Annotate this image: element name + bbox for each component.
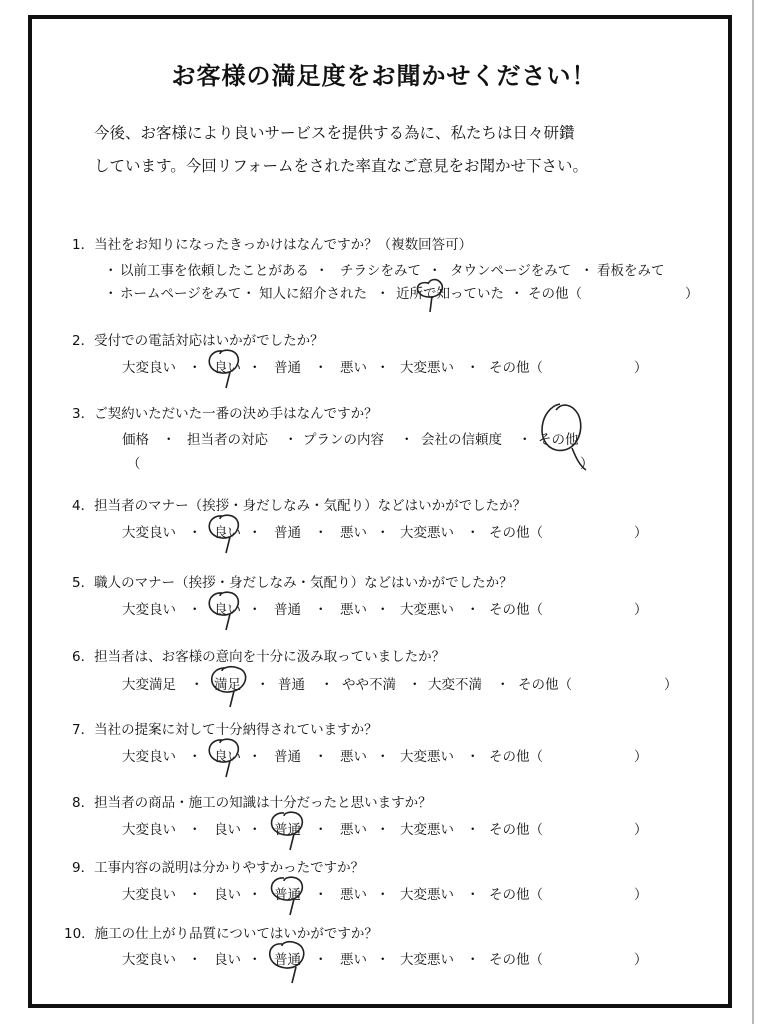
separator: ・ bbox=[248, 602, 262, 618]
separator: ・ bbox=[376, 525, 390, 541]
option-q2-very-bad[interactable]: 大変悪い bbox=[400, 360, 454, 376]
separator: ・ bbox=[376, 286, 390, 302]
option-q9-good[interactable]: 良い bbox=[214, 887, 241, 903]
separator: ・ bbox=[466, 952, 480, 968]
option-q5-average[interactable]: 普通 bbox=[274, 602, 301, 618]
option-q7-bad[interactable]: 悪い bbox=[340, 749, 367, 765]
close-paren: ） bbox=[634, 525, 648, 541]
question-9: 9．工事内容の説明は分かりやすかったですか？ bbox=[72, 860, 365, 876]
separator: ・ bbox=[188, 525, 202, 541]
question-3: 3．ご契約いただいた一番の決め手はなんですか？ bbox=[72, 406, 378, 422]
question-4: 4．担当者のマナー（挨拶・身だしなみ・気配り）などはいかがでしたか？ bbox=[72, 498, 527, 514]
separator: ・ bbox=[376, 602, 390, 618]
separator: ・ bbox=[162, 432, 176, 448]
option-q9-other[interactable]: その他（ bbox=[489, 887, 543, 903]
close-paren: ） bbox=[634, 749, 648, 765]
option-q10-average[interactable]: 普通 bbox=[274, 952, 301, 968]
separator: ・ bbox=[466, 525, 480, 541]
option-q9-average[interactable]: 普通 bbox=[274, 887, 301, 903]
option-q4-other[interactable]: その他（ bbox=[489, 525, 543, 541]
open-paren: （ bbox=[127, 456, 141, 472]
separator: ・ bbox=[314, 749, 328, 765]
scan-edge-line bbox=[752, 0, 754, 1024]
separator: ・ bbox=[518, 432, 532, 448]
option-q5-other[interactable]: その他（ bbox=[489, 602, 543, 618]
separator: ・ bbox=[376, 749, 390, 765]
close-paren: ） bbox=[664, 677, 678, 693]
option-q10-very-bad[interactable]: 大変悪い bbox=[400, 952, 454, 968]
option-q5-bad[interactable]: 悪い bbox=[340, 602, 367, 618]
option-q2-average[interactable]: 普通 bbox=[274, 360, 301, 376]
close-paren: ） bbox=[634, 887, 648, 903]
separator: ・ bbox=[284, 432, 298, 448]
option-q6-average[interactable]: 普通 bbox=[278, 677, 305, 693]
option-q7-other[interactable]: その他（ bbox=[489, 749, 543, 765]
option-q7-average[interactable]: 普通 bbox=[274, 749, 301, 765]
intro-line-2: しています。今回リフォームをされた率直なご意見をお聞かせ下さい。 bbox=[94, 157, 588, 175]
separator: ・ bbox=[248, 525, 262, 541]
option-q6-very-dissatisfied[interactable]: 大変不満 bbox=[428, 677, 482, 693]
separator: ・ bbox=[376, 822, 390, 838]
option-q2-bad[interactable]: 悪い bbox=[340, 360, 367, 376]
question-7: 7．当社の提案に対して十分納得されていますか？ bbox=[72, 722, 378, 738]
option-q8-very-good[interactable]: 大変良い bbox=[122, 822, 176, 838]
separator: ・ bbox=[400, 432, 414, 448]
separator: ・ bbox=[188, 360, 202, 376]
close-paren: ） bbox=[634, 360, 648, 376]
option-q3-company-trust[interactable]: 会社の信頼度 bbox=[421, 432, 502, 448]
question-10: 10．施工の仕上がり品質についてはいかがですか？ bbox=[64, 926, 378, 942]
option-q6-other[interactable]: その他（ bbox=[518, 677, 572, 693]
separator: ・ bbox=[466, 602, 480, 618]
separator: ・ bbox=[314, 952, 328, 968]
option-q8-very-bad[interactable]: 大変悪い bbox=[400, 822, 454, 838]
separator: ・ bbox=[314, 360, 328, 376]
separator: ・ bbox=[314, 822, 328, 838]
separator: ・ bbox=[190, 677, 204, 693]
option-q4-very-bad[interactable]: 大変悪い bbox=[400, 525, 454, 541]
option-q5-very-good[interactable]: 大変良い bbox=[122, 602, 176, 618]
option-q9-bad[interactable]: 悪い bbox=[340, 887, 367, 903]
option-q4-average[interactable]: 普通 bbox=[274, 525, 301, 541]
option-q1-referral[interactable]: 知人に紹介された bbox=[259, 286, 367, 302]
option-q4-bad[interactable]: 悪い bbox=[340, 525, 367, 541]
option-q4-very-good[interactable]: 大変良い bbox=[122, 525, 176, 541]
option-q7-good[interactable]: 良い bbox=[214, 749, 241, 765]
separator: ・ bbox=[408, 677, 422, 693]
option-q10-bad[interactable]: 悪い bbox=[340, 952, 367, 968]
separator: ・ bbox=[466, 822, 480, 838]
option-q3-staff-response[interactable]: 担当者の対応 bbox=[187, 432, 268, 448]
option-q1-homepage[interactable]: ホームページをみて bbox=[120, 286, 242, 302]
separator: ・ bbox=[466, 360, 480, 376]
separator: ・ bbox=[248, 887, 262, 903]
separator: ・ bbox=[428, 263, 442, 279]
separator: ・ bbox=[466, 887, 480, 903]
separator: ・ bbox=[188, 822, 202, 838]
option-q10-other[interactable]: その他（ bbox=[489, 952, 543, 968]
option-q8-other[interactable]: その他（ bbox=[489, 822, 543, 838]
separator: ・ bbox=[376, 360, 390, 376]
separator: ・ bbox=[248, 749, 262, 765]
close-paren: ） bbox=[580, 456, 594, 472]
option-q5-good[interactable]: 良い bbox=[214, 602, 241, 618]
option-q3-price[interactable]: 価格 bbox=[122, 432, 149, 448]
option-q7-very-good[interactable]: 大変良い bbox=[122, 749, 176, 765]
separator: ・ bbox=[104, 286, 118, 302]
separator: ・ bbox=[248, 360, 262, 376]
option-q6-satisfied[interactable]: 満足 bbox=[214, 677, 241, 693]
separator: ・ bbox=[188, 749, 202, 765]
close-paren: ） bbox=[634, 822, 648, 838]
separator: ・ bbox=[376, 952, 390, 968]
option-q9-very-good[interactable]: 大変良い bbox=[122, 887, 176, 903]
option-q1-signboard[interactable]: 看板をみて bbox=[597, 263, 665, 279]
option-q3-plan-content[interactable]: プランの内容 bbox=[303, 432, 384, 448]
separator: ・ bbox=[314, 602, 328, 618]
option-q10-very-good[interactable]: 大変良い bbox=[122, 952, 176, 968]
separator: ・ bbox=[314, 887, 328, 903]
option-q9-very-bad[interactable]: 大変悪い bbox=[400, 887, 454, 903]
option-q1-other[interactable]: その他（ bbox=[528, 286, 582, 302]
option-q8-good[interactable]: 良い bbox=[214, 822, 241, 838]
separator: ・ bbox=[242, 286, 256, 302]
separator: ・ bbox=[314, 525, 328, 541]
separator: ・ bbox=[188, 887, 202, 903]
option-q5-very-bad[interactable]: 大変悪い bbox=[400, 602, 454, 618]
question-8: 8．担当者の商品・施工の知識は十分だったと思いますか？ bbox=[72, 795, 432, 811]
intro-line-1: 今後、お客様により良いサービスを提供する為に、私たちは日々研鑽 bbox=[94, 124, 575, 142]
page-title: お客様の満足度をお聞かせください！ bbox=[171, 62, 597, 90]
separator: ・ bbox=[320, 677, 334, 693]
option-q8-average[interactable]: 普通 bbox=[274, 822, 301, 838]
option-q1-flyer[interactable]: チラシをみて bbox=[340, 263, 421, 279]
question-6: 6．担当者は、お客様の意向を十分に汲み取っていましたか？ bbox=[72, 649, 446, 665]
separator: ・ bbox=[188, 602, 202, 618]
option-q7-very-bad[interactable]: 大変悪い bbox=[400, 749, 454, 765]
question-2: 2．受付での電話対応はいかがでしたか？ bbox=[72, 333, 324, 349]
separator: ・ bbox=[510, 286, 524, 302]
separator: ・ bbox=[104, 263, 118, 279]
close-paren: ） bbox=[634, 602, 648, 618]
separator: ・ bbox=[248, 952, 262, 968]
option-q6-somewhat-dissatisfied[interactable]: やや不満 bbox=[342, 677, 396, 693]
option-q1-townpage[interactable]: タウンページをみて bbox=[450, 263, 572, 279]
option-q1-neighborhood[interactable]: 近所で知っていた bbox=[396, 286, 504, 302]
option-q2-good[interactable]: 良い bbox=[214, 360, 241, 376]
option-q3-other[interactable]: その他 bbox=[538, 432, 579, 448]
option-q8-bad[interactable]: 悪い bbox=[340, 822, 367, 838]
option-q2-other[interactable]: その他（ bbox=[489, 360, 543, 376]
separator: ・ bbox=[376, 887, 390, 903]
question-1: 1．当社をお知りになったきっかけはなんですか？（複数回答可） bbox=[72, 237, 473, 253]
option-q2-very-good[interactable]: 大変良い bbox=[122, 360, 176, 376]
option-q10-good[interactable]: 良い bbox=[214, 952, 241, 968]
option-q6-very-satisfied[interactable]: 大変満足 bbox=[122, 677, 176, 693]
separator: ・ bbox=[248, 822, 262, 838]
separator: ・ bbox=[580, 263, 594, 279]
option-q1-previous-work[interactable]: 以前工事を依頼したことがある bbox=[120, 263, 309, 279]
separator: ・ bbox=[496, 677, 510, 693]
close-paren: ） bbox=[685, 286, 699, 302]
option-q4-good[interactable]: 良い bbox=[214, 525, 241, 541]
question-5: 5．職人のマナー（挨拶・身だしなみ・気配り）などはいかがでしたか？ bbox=[72, 575, 513, 591]
separator: ・ bbox=[466, 749, 480, 765]
close-paren: ） bbox=[634, 952, 648, 968]
separator: ・ bbox=[188, 952, 202, 968]
separator: ・ bbox=[256, 677, 270, 693]
separator: ・ bbox=[315, 263, 329, 279]
